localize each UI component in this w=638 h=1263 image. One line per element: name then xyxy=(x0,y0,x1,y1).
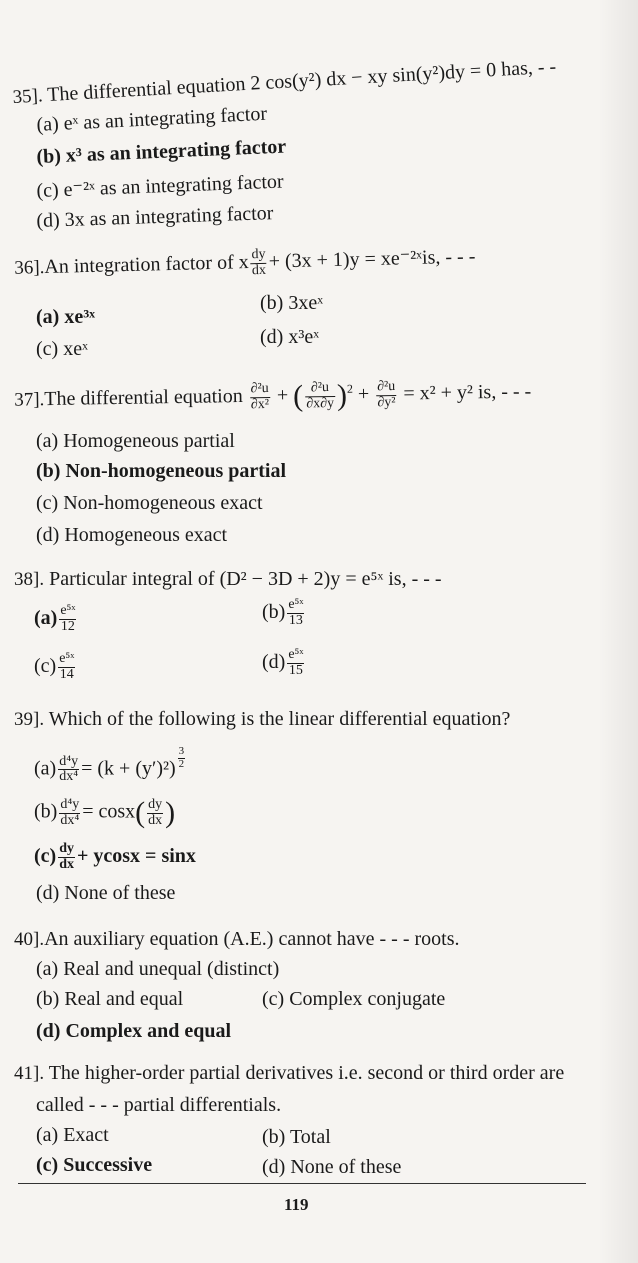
page-number: 119 xyxy=(284,1195,309,1214)
fraction-1 xyxy=(250,382,271,413)
stem-text: An auxiliary equation (A.E.) cannot have - - - roots. xyxy=(44,928,460,950)
stem-tail: has, - - xyxy=(495,55,557,81)
fraction-numerator: d⁴y xyxy=(60,796,80,812)
fraction-numerator: d⁴y xyxy=(59,753,79,769)
option-d: (d) 3x as an integrating factor xyxy=(36,202,274,232)
option-d: (d) x³eˣ xyxy=(260,326,319,348)
question-stem xyxy=(14,243,476,285)
fraction-numerator: ∂²u xyxy=(377,378,396,395)
fraction-denominator: dx xyxy=(148,812,163,828)
right-paren: ) xyxy=(336,378,348,412)
footer-rule xyxy=(18,1183,586,1184)
inner-fraction xyxy=(147,798,163,828)
option-d: (d) Complex and equal xyxy=(36,1020,232,1042)
fraction-numerator: e⁵ˣ xyxy=(288,647,304,662)
stem-text: An integration factor of xyxy=(44,251,239,279)
stem-text: The differential equation xyxy=(46,72,252,107)
fraction-denominator: dx⁴ xyxy=(60,812,80,828)
plus-sign: + xyxy=(276,384,289,407)
fraction-denominator: dx xyxy=(251,262,267,278)
option-label: (b) xyxy=(262,600,286,623)
question-stem-line-2: called - - - partial differentials. xyxy=(36,1094,282,1116)
option-d: (d) Homogeneous exact xyxy=(36,524,228,546)
left-paren: ( xyxy=(292,379,304,413)
fraction-3 xyxy=(376,380,397,411)
option-label: (b) xyxy=(34,800,58,823)
stem-text: The higher-order partial derivatives i.e. second or third order are xyxy=(48,1062,565,1084)
fraction xyxy=(59,798,80,828)
question-number: 35]. xyxy=(12,85,44,108)
option-d: (d) None of these xyxy=(262,1156,402,1178)
question-stem-line-1 xyxy=(14,1062,564,1085)
option-label: (c) xyxy=(34,844,57,867)
option-a xyxy=(34,746,187,785)
fraction-numerator: dy xyxy=(148,796,163,812)
option-equation: = (k + (y′)²) xyxy=(81,757,176,780)
option-equation: = cosx xyxy=(82,800,136,823)
option-a: (a) Homogeneous partial xyxy=(36,430,235,452)
option-a: (a) xe³ˣ xyxy=(36,306,95,328)
fraction-numerator: dy xyxy=(251,246,266,263)
option-b: (b) x³ as an integrating factor xyxy=(36,135,287,168)
option-c: (c) xeˣ xyxy=(36,338,88,360)
fraction-numerator: 3 xyxy=(178,745,185,757)
option-label: (c) xyxy=(34,654,57,677)
option-b: (b) Non-homogeneous partial xyxy=(36,460,287,482)
option-a xyxy=(34,604,78,634)
option-b xyxy=(262,598,306,628)
option-c: (c) e⁻²ˣ as an integrating factor xyxy=(36,170,284,202)
fraction-denominator: 14 xyxy=(59,666,74,682)
stem-text: Particular integral of (D² − 3D + 2)y = e⁵ˣ is, - - - xyxy=(49,568,442,590)
option-a: (a) Real and unequal (distinct) xyxy=(36,958,280,980)
fraction-denominator: ∂x² xyxy=(250,396,270,412)
exponent: 2 xyxy=(346,381,353,396)
stem-equation: + (3x + 1)y = xe⁻²ˣis, - - - xyxy=(268,245,476,273)
option-c xyxy=(34,842,196,872)
fraction xyxy=(58,755,79,785)
page-edge-shadow xyxy=(598,0,638,1263)
option-a: (a) eˣ as an integrating factor xyxy=(36,102,268,136)
fraction-numerator: ∂²u xyxy=(250,380,269,397)
plus-sign: + xyxy=(357,383,370,406)
stem-var: x xyxy=(238,251,249,274)
option-b: (b) 3xeˣ xyxy=(260,292,323,314)
fraction xyxy=(287,598,304,628)
option-b xyxy=(34,796,175,830)
option-d xyxy=(262,648,306,678)
fraction-numerator: e⁵ˣ xyxy=(288,597,304,612)
fraction-denominator: 2 xyxy=(178,757,185,770)
option-c: (c) Successive xyxy=(36,1154,153,1176)
stem-equation: = x² + y² is, - - - xyxy=(403,380,532,405)
question-number: 39]. xyxy=(14,709,45,730)
option-d: (d) None of these xyxy=(36,882,176,904)
left-paren: ( xyxy=(135,796,146,829)
fraction-numerator: e⁵ˣ xyxy=(59,651,75,666)
fraction-denominator: 13 xyxy=(288,612,303,628)
question-number: 36]. xyxy=(14,257,45,279)
option-c: (c) Non-homogeneous exact xyxy=(36,492,263,514)
right-paren: ) xyxy=(165,796,176,829)
fraction xyxy=(250,248,267,279)
option-b: (b) Real and equal xyxy=(36,988,184,1010)
fraction-denominator: dx xyxy=(59,856,74,872)
question-stem xyxy=(12,56,557,109)
fraction xyxy=(58,842,75,872)
fraction xyxy=(58,652,75,682)
option-label: (d) xyxy=(262,650,286,673)
fraction-denominator: 12 xyxy=(60,618,75,634)
question-number: 40]. xyxy=(14,929,45,950)
question-stem xyxy=(14,708,510,731)
fraction-denominator: ∂x∂y xyxy=(306,395,335,411)
option-c xyxy=(34,652,77,682)
fraction-denominator: ∂y² xyxy=(377,394,396,410)
fraction xyxy=(59,604,76,634)
option-label: (a) xyxy=(34,606,58,629)
option-a: (a) Exact xyxy=(36,1124,109,1146)
exponent-fraction xyxy=(178,746,186,770)
option-label: (a) xyxy=(34,757,57,780)
question-number: 37]. xyxy=(14,389,45,411)
option-b: (b) Total xyxy=(262,1126,331,1148)
fraction-numerator: dy xyxy=(59,841,74,856)
option-equation: + ycosx = sinx xyxy=(77,844,196,867)
question-stem xyxy=(14,376,532,418)
question-stem xyxy=(14,568,442,591)
fraction xyxy=(287,648,304,678)
fraction-2 xyxy=(305,381,335,412)
fraction-denominator: dx⁴ xyxy=(59,769,79,785)
question-stem xyxy=(14,928,460,951)
stem-text: The differential equation xyxy=(44,385,243,411)
stem-text: Which of the following is the linear differential equation? xyxy=(48,708,511,730)
fraction-denominator: 15 xyxy=(288,662,303,678)
stem-equation: 2 cos(y²) dx − xy sin(y²)dy = 0 xyxy=(249,58,497,95)
question-number: 41]. xyxy=(14,1063,45,1084)
fraction-numerator: e⁵ˣ xyxy=(60,603,76,618)
option-c: (c) Complex conjugate xyxy=(262,988,446,1010)
fraction-numerator: ∂²u xyxy=(305,381,335,397)
question-number: 38]. xyxy=(14,569,45,590)
